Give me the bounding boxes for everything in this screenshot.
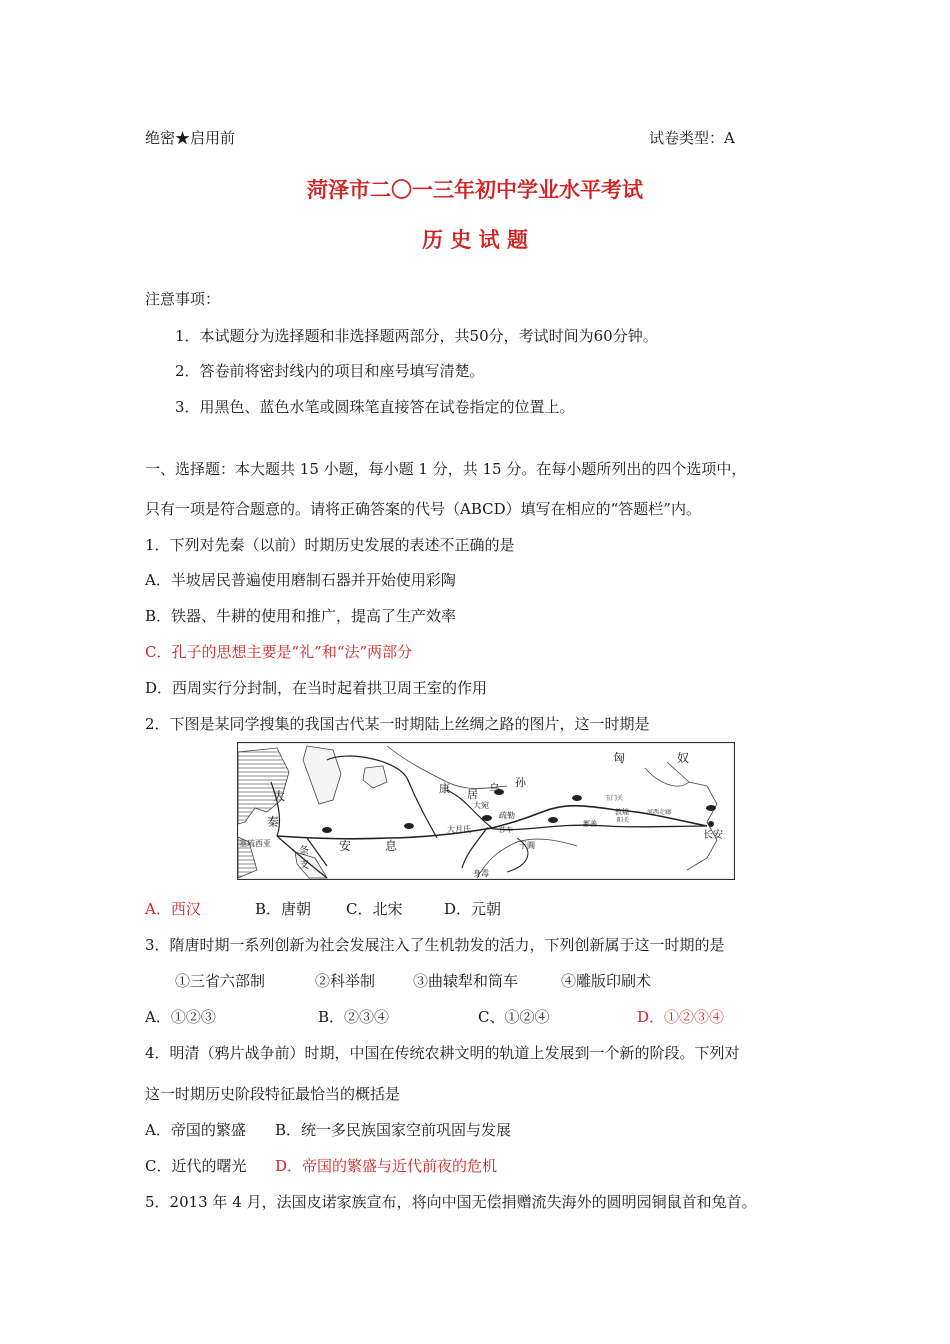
map-label: 于阗: [519, 841, 535, 850]
q4-stem-line1: 4．明清（鸦片战争前）时期，中国在传统农耕文明的轨道上发展到一个新的阶段。下列对: [145, 1044, 740, 1062]
q1-option-c-answer: C．孔子的思想主要是“礼”和“法”两部分: [145, 643, 413, 661]
q2-option-d: D．元朝: [444, 900, 502, 918]
map-label: 安: [339, 839, 352, 853]
map-label: 康: [439, 782, 450, 795]
map-label: 匈: [613, 751, 626, 765]
map-label: 乌: [489, 782, 500, 795]
map-label: 长安: [703, 830, 723, 841]
q1-option-a: A．半坡居民普遍使用磨制石器并开始使用彩陶: [145, 571, 456, 589]
silk-road-map: [237, 742, 735, 880]
map-label: 居: [467, 788, 478, 801]
notes-heading: 注意事项：: [145, 290, 221, 308]
note-item: 3．用黑色、蓝色水笔或圆珠笔直接答在试卷指定的位置上。: [175, 398, 575, 416]
q2-option-c: C．北宋: [346, 900, 403, 918]
map-label: 奴: [677, 751, 690, 765]
q4-option-b: B．统一多民族国家空前巩固与发展: [275, 1121, 512, 1139]
q3-option-a: A．①②③: [145, 1008, 216, 1026]
q4-stem-line2: 这一时期历史阶段特征最恰当的概括是: [145, 1085, 401, 1103]
map-label: 大月氏: [447, 825, 471, 834]
map-label: 疏勒: [499, 811, 515, 820]
q3-item: ①三省六部制: [175, 972, 266, 990]
q4-option-d-answer: D．帝国的繁盛与近代前夜的危机: [275, 1157, 498, 1175]
q3-options: [145, 1007, 724, 1027]
map-label: 支: [299, 860, 309, 871]
note-item: 2．答卷前将密封线内的项目和座号填写清楚。: [175, 362, 485, 380]
map-label: 塞琉西亚: [239, 839, 271, 848]
map-label: 河西走廊: [647, 809, 672, 816]
section-instructions-line1: 一、选择题：本大题共 15 小题，每小题 1 分，共 15 分。在每小题所列出的四个选项中，: [145, 460, 747, 478]
map-label: 鄯善: [583, 820, 597, 828]
map-label: 莎车: [499, 826, 513, 834]
map-label: 息: [385, 839, 398, 853]
q3-option-d-answer: D．①②③④: [637, 1008, 725, 1026]
q3-item: ③曲辕犁和筒车: [413, 972, 519, 990]
q3-items: [175, 971, 651, 991]
q1-option-b: B．铁器、牛耕的使用和推广，提高了生产效率: [145, 607, 457, 625]
q2-option-b: B．唐朝: [255, 900, 312, 918]
map-label: 秦: [267, 815, 280, 829]
q4-option-c: C．近代的曙光: [145, 1157, 247, 1175]
confidential-label: 绝密★启用前: [145, 129, 236, 147]
q3-option-c: C、①②④: [478, 1008, 550, 1026]
q2-stem: 2．下图是某同学搜集的我国古代某一时期陆上丝绸之路的图片，这一时期是: [145, 715, 650, 733]
note-item: 1．本试题分为选择题和非选择题两部分，共50分，考试时间为60分钟。: [175, 327, 658, 345]
q4-options-ab: [145, 1120, 511, 1140]
q4-options-cd: [145, 1156, 497, 1176]
map-label: 大: [273, 789, 286, 803]
map-label: 敦煌: [615, 808, 629, 816]
q5-stem: 5．2013 年 4 月，法国皮诺家族宣布，将向中国无偿捐赠流失海外的圆明园铜鼠首和兔首。: [145, 1193, 757, 1211]
section-instructions-line2: 只有一项是符合题意的。请将正确答案的代号（ABCD）填写在相应的“答题栏”内。: [145, 500, 701, 518]
map-label: 阳关: [617, 817, 630, 824]
q2-option-a-answer: A．西汉: [145, 900, 201, 918]
q3-stem: 3．隋唐时期一系列创新为社会发展注入了生机勃发的活力，下列创新属于这一时期的是: [145, 936, 725, 954]
map-label: 大宛: [473, 801, 489, 810]
q1-stem: 1．下列对先秦（以前）时期历史发展的表述不正确的是: [145, 536, 515, 554]
paper-type-label: 试卷类型：A: [649, 129, 735, 147]
q3-item: ④雕版印刷术: [561, 972, 652, 990]
q1-option-d: D．西周实行分封制，在当时起着拱卫周王室的作用: [145, 679, 488, 697]
map-label: 身毒: [473, 869, 489, 878]
exam-title: 菏泽市二〇一三年初中学业水平考试: [307, 178, 643, 202]
map-label: 玉门关: [605, 795, 624, 802]
q3-option-b: B．②③④: [318, 1008, 390, 1026]
map-label: 条: [299, 846, 309, 857]
exam-subtitle: 历 史 试 题: [422, 228, 528, 252]
q4-option-a: A．帝国的繁盛: [145, 1121, 246, 1139]
map-label: 孙: [515, 776, 526, 789]
q2-options: [145, 899, 501, 919]
q3-item: ②科举制: [315, 972, 376, 990]
